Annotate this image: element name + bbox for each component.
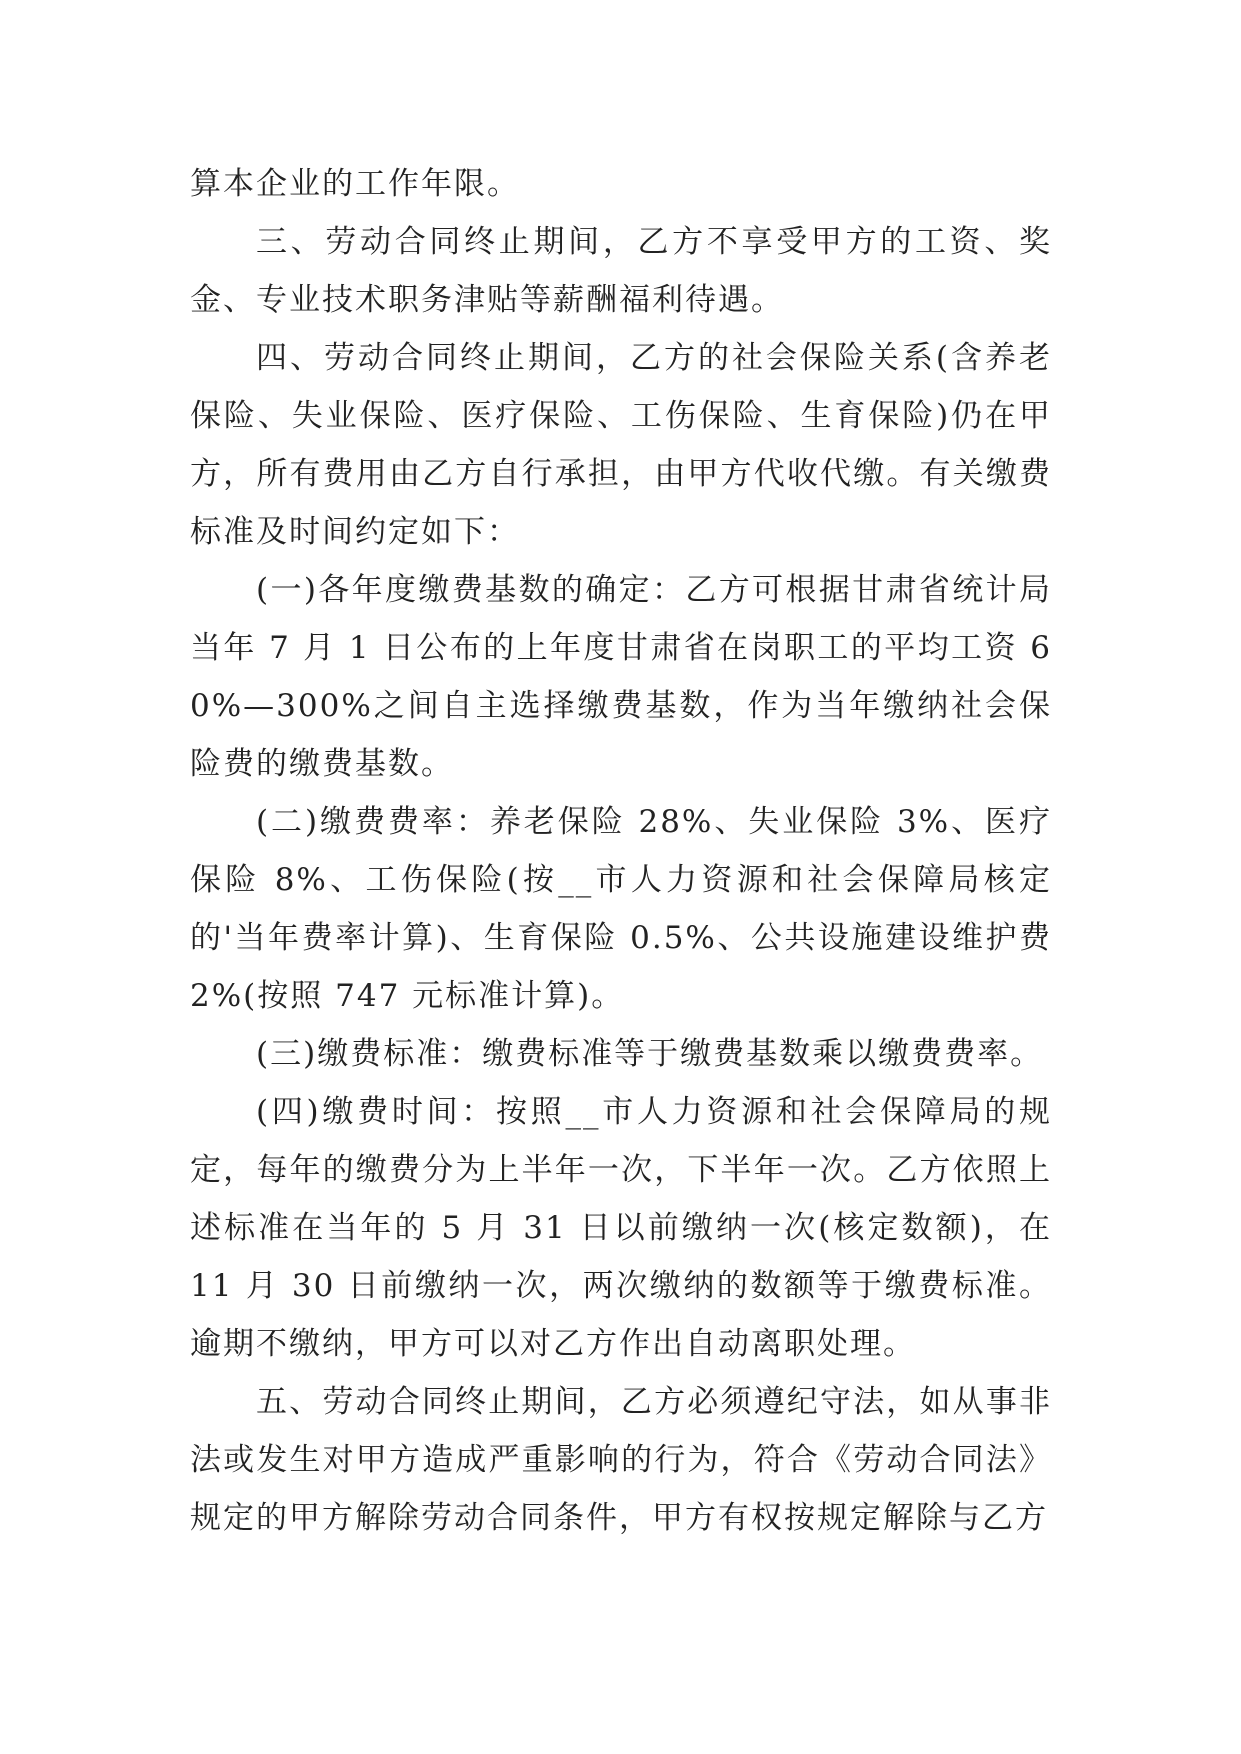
paragraph-clause-3: 三、劳动合同终止期间，乙方不享受甲方的工资、奖金、专业技术职务津贴等薪酬福利待遇。 [190, 224, 1052, 318]
paragraph-clause-5: 五、劳动合同终止期间，乙方必须遵纪守法，如从事非法或发生对甲方造成严重影响的行为，符合《劳动合同法》规定的甲方解除劳动合同条件，甲方有权按规定解除与乙方 [190, 1384, 1052, 1536]
paragraph-clause-4: 四、劳动合同终止期间，乙方的社会保险关系(含养老保险、失业保险、医疗保险、工伤保险、生育保险)仍在甲方，所有费用由乙方自行承担，由甲方代收代缴。有关缴费标准及时间约定如下： [190, 340, 1052, 550]
paragraph-item-1-base: (一)各年度缴费基数的确定：乙方可根据甘肃省统计局当年 7 月 1 日公布的上年度甘肃省在岗职工的平均工资 60%—300%之间自主选择缴费基数，作为当年缴纳社会保险费的缴费基数。 [190, 572, 1052, 782]
paragraph-work-years: 算本企业的工作年限。 [190, 166, 520, 202]
document-page [190, 155, 1052, 1547]
paragraph-item-4-time: (四)缴费时间：按照__市人力资源和社会保障局的规定，每年的缴费分为上半年一次，下半年一次。乙方依照上述标准在当年的 5 月 31 日以前缴纳一次(核定数额)，在 11 月 30 日前缴纳一次，两次缴纳的数额等于缴费标准。逾期不缴纳，甲方可以对乙方作出自动离职处理。 [190, 1094, 1052, 1362]
paragraph-item-2-rate: (二)缴费费率：养老保险 28%、失业保险 3%、医疗保险 8%、工伤保险(按__市人力资源和社会保障局核定的'当年费率计算)、生育保险 0.5%、公共设施建设维护费 2%(按照 747 元标准计算)。 [190, 804, 1052, 1014]
paragraph-item-3-standard: (三)缴费标准：缴费标准等于缴费基数乘以缴费费率。 [256, 1036, 1044, 1072]
